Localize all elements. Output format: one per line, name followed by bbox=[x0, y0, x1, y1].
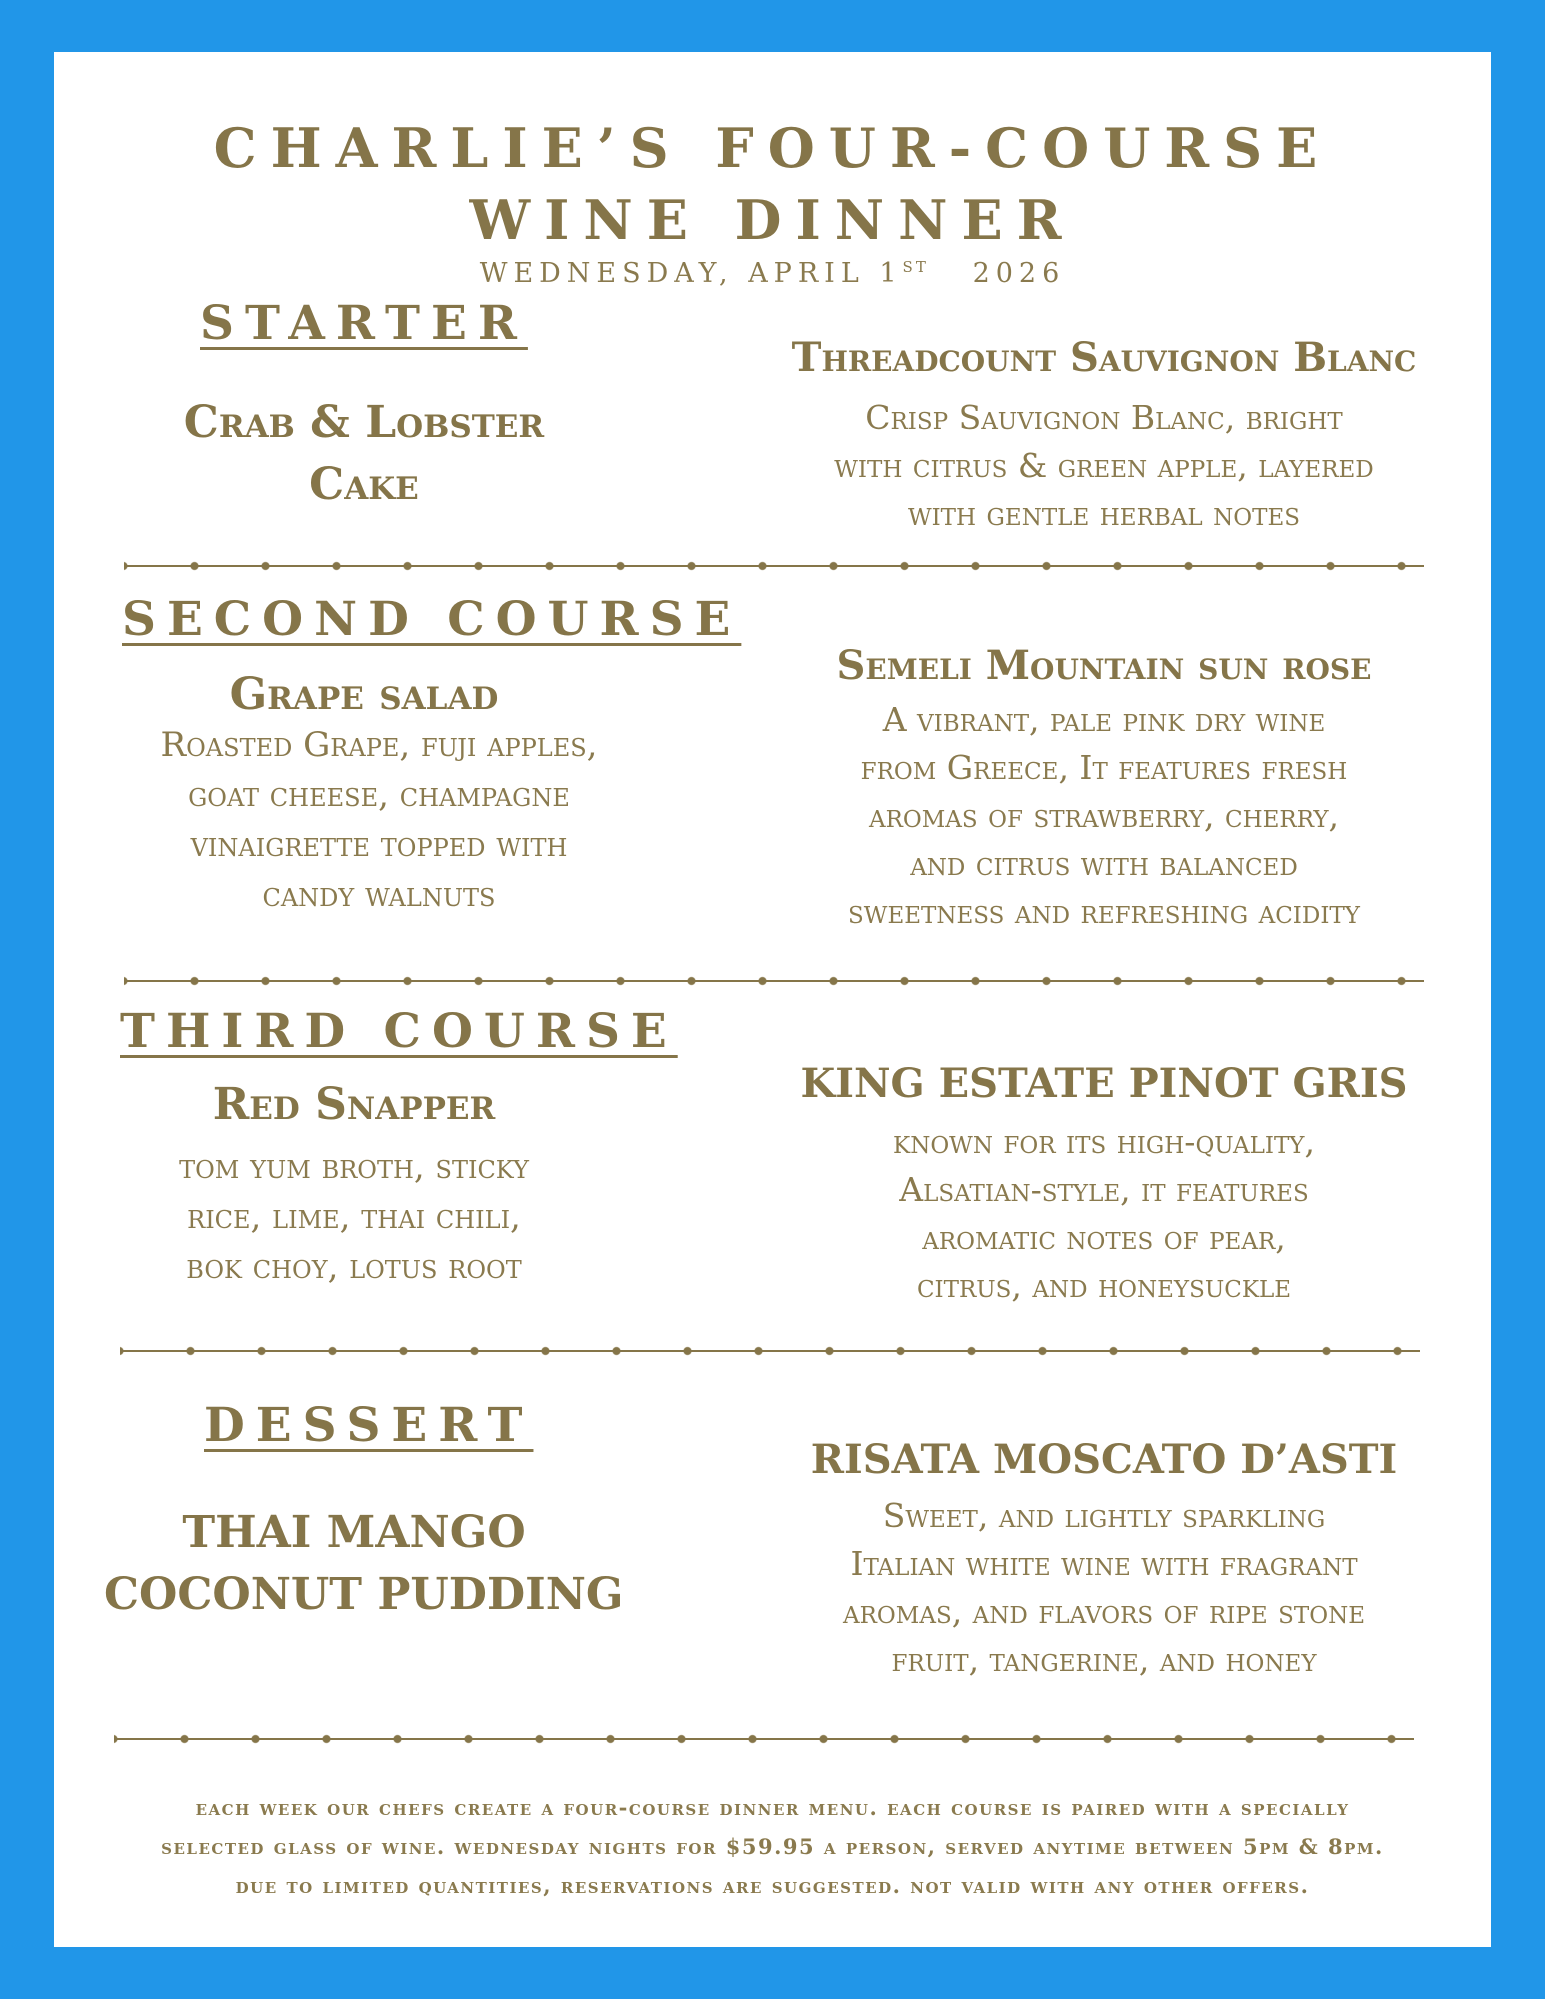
section-divider bbox=[114, 1733, 1414, 1745]
wine-desc-dessert bbox=[734, 1492, 1474, 1684]
section-divider bbox=[124, 560, 1424, 572]
footer-line: due to limited quantities, reservations are suggested. not valid with any other offers. bbox=[235, 1873, 1310, 1898]
dish-line: Red Snapper bbox=[212, 1079, 496, 1130]
footer-line: each week our chefs create a four-course dinner menu. each course is paired with a specially bbox=[195, 1795, 1350, 1820]
wine-desc-line: Crisp Sauvignon Blanc, bright bbox=[865, 398, 1343, 437]
dish-third bbox=[104, 1074, 604, 1136]
event-date-suffix: ST bbox=[902, 258, 929, 276]
wine-desc-second bbox=[744, 696, 1464, 936]
dish-line: THAI MANGO bbox=[182, 1507, 526, 1558]
wine-desc-starter bbox=[744, 394, 1464, 538]
event-date-year: 2026 bbox=[972, 258, 1066, 289]
menu-title-line2: WINE DINNER bbox=[469, 188, 1076, 252]
wine-starter: Threadcount Sauvignon Blanc bbox=[791, 334, 1417, 381]
dish-line: Cake bbox=[309, 459, 419, 510]
dish-desc-line: candy walnuts bbox=[262, 875, 496, 915]
event-date bbox=[54, 258, 1491, 289]
dish-second bbox=[114, 664, 614, 726]
wine-desc-line: Italian white wine with fragrant bbox=[850, 1544, 1358, 1583]
dish-line: Grape salad bbox=[229, 669, 499, 720]
dish-line: COCONUT PUDDING bbox=[104, 1569, 624, 1620]
wine-desc-line: with gentle herbal notes bbox=[907, 494, 1301, 533]
course-heading-second: SECOND COURSE bbox=[122, 592, 742, 647]
wine-desc-line: citrus, and honeysuckle bbox=[916, 1266, 1292, 1305]
wine-desc-line: sweetness and refreshing acidity bbox=[848, 892, 1360, 931]
wine-desc-third bbox=[744, 1118, 1464, 1310]
dish-starter bbox=[114, 392, 614, 516]
wine-desc-line: aromas of strawberry, cherry, bbox=[868, 796, 1340, 835]
dish-desc-line: Roasted Grape, fuji apples, bbox=[160, 725, 598, 765]
dish-desc-line: goat cheese, champagne bbox=[188, 775, 570, 815]
wine-desc-line: Alsatian-style, it features bbox=[899, 1170, 1309, 1209]
wine-desc-line: Sweet, and lightly sparkling bbox=[882, 1496, 1326, 1535]
dish-line: Crab & Lobster bbox=[183, 397, 545, 448]
event-date-text: WEDNESDAY, APRIL 1 bbox=[479, 258, 903, 289]
menu-title-line1: CHARLIE’S FOUR-COURSE bbox=[213, 116, 1332, 180]
footer-line: selected glass of wine. wednesday nights for $59.95 a person, served anytime between 5pm & 8pm. bbox=[161, 1834, 1384, 1859]
wine-desc-line: with citrus & green apple, layered bbox=[834, 446, 1374, 485]
wine-third: KING ESTATE PINOT GRIS bbox=[800, 1060, 1408, 1107]
section-divider bbox=[124, 975, 1424, 987]
wine-desc-line: and citrus with balanced bbox=[910, 844, 1298, 883]
menu-page bbox=[54, 52, 1491, 1947]
wine-second: Semeli Mountain sun rose bbox=[836, 642, 1372, 689]
dish-desc-line: rice, lime, thai chili, bbox=[187, 1197, 521, 1237]
course-heading-starter: STARTER bbox=[200, 296, 528, 351]
wine-desc-line: fruit, tangerine, and honey bbox=[891, 1640, 1317, 1679]
section-divider bbox=[120, 1345, 1420, 1357]
wine-desc-line: aromatic notes of pear, bbox=[922, 1218, 1286, 1257]
wine-dessert: RISATA MOSCATO D’ASTI bbox=[810, 1436, 1398, 1483]
wine-desc-line: aromas, and flavors of ripe stone bbox=[843, 1592, 1365, 1631]
footer-terms bbox=[54, 1788, 1491, 1905]
dish-desc-second bbox=[114, 720, 644, 920]
course-heading-third: THIRD COURSE bbox=[120, 1004, 678, 1059]
dish-dessert bbox=[104, 1502, 624, 1626]
wine-desc-line: known for its high-quality, bbox=[893, 1122, 1315, 1161]
course-heading-dessert: DESSERT bbox=[204, 1398, 534, 1453]
dish-desc-line: vinaigrette topped with bbox=[190, 825, 568, 865]
wine-desc-line: from Greece, It features fresh bbox=[860, 748, 1348, 787]
dish-desc-line: tom yum broth, sticky bbox=[179, 1147, 529, 1187]
dish-desc-third bbox=[104, 1142, 604, 1292]
wine-desc-line: A vibrant, pale pink dry wine bbox=[882, 700, 1326, 739]
dish-desc-line: bok choy, lotus root bbox=[186, 1247, 522, 1287]
